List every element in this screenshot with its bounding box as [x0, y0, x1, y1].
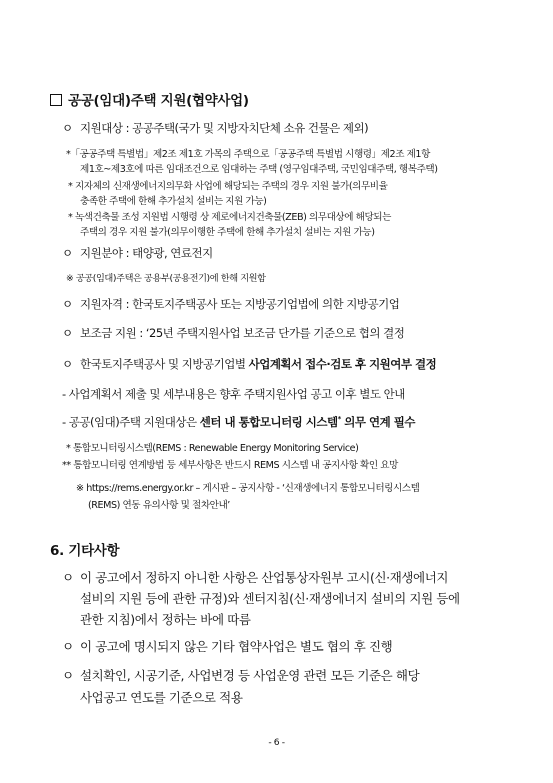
- bullet-icon: ㅇ: [62, 570, 74, 585]
- note-line: 주택의 경우 지원 불가(의무이행한 주택에 한해 추가설치 설비는 지원 가능): [80, 227, 375, 238]
- subsidy: ㅇ 보조금 지원 : ‘25년 주택지원사업 보조금 단가를 기준으로 협의 결정: [62, 326, 405, 340]
- etc-item: ㅇ 이 공고에 명시되지 않은 기타 협약사업은 별도 협의 후 진행: [62, 639, 393, 654]
- etc-item-cont: 설비의 지원 등에 관한 규정)와 센터지침(신·재생에너지 설비의 지원 등에: [80, 591, 460, 606]
- bullet-icon: ㅇ: [62, 297, 73, 311]
- section-6-title: 6. 기타사항: [50, 543, 120, 559]
- bullet-icon: ㅇ: [62, 668, 74, 683]
- rems-requirement: - 공공(임대)주택 지원대상은 센터 내 통합모니터링 시스템* 의무 연계 필수: [62, 415, 415, 429]
- section-title-text: 공공(임대)주택 지원(협약사업): [68, 93, 249, 109]
- note-line: *「공공주택 특별법」제2조 제1호 가목의 주택으로「공공주택 특별법 시행령」제2조 제1항: [66, 149, 430, 160]
- bullet-icon: ㅇ: [62, 357, 73, 371]
- note-line: 충족한 주택에 한해 추가설치 설비는 지원 가능): [80, 196, 267, 207]
- etc-item: ㅇ 이 공고에서 정하지 아니한 사항은 산업통상자원부 고시(신·재생에너지: [62, 570, 449, 585]
- etc-item: ㅇ 설치확인, 시공기준, 사업변경 등 사업운영 관련 모든 기준은 해당: [62, 668, 420, 683]
- bullet-icon: ㅇ: [62, 121, 73, 135]
- rems-note: * 통합모니터링시스템(REMS : Renewable Energy Monitoring Service): [66, 443, 359, 454]
- plan-detail: - 사업계획서 제출 및 세부내용은 향후 주택지원사업 공고 이후 별도 안내: [62, 387, 405, 401]
- note-line: 제1호~제3호에 따른 임대조건으로 임대하는 주택 (영구임대주택, 국민임대주택, 행복주택): [80, 164, 438, 175]
- rems-link-note: ※ https://rems.energy.or.kr – 게시판 – 공지사항 - ‘신재생에너지 통합모니터링시스템: [76, 483, 420, 494]
- note-line: * 녹색건축물 조성 지원법 시행령 상 제로에너지건축물(ZEB) 의무대상에 해당되는: [68, 212, 391, 223]
- bullet-icon: ㅇ: [62, 246, 73, 260]
- page-number: - 6 -: [268, 737, 285, 748]
- rems-link-note: (REMS) 연동 유의사항 및 절차안내’: [88, 500, 230, 511]
- etc-item-cont: 관한 지침)에서 정하는 바에 따름: [80, 612, 251, 627]
- field-note: ※ 공공(임대)주택은 공용부(공용전기)에 한해 지원함: [66, 273, 266, 284]
- bullet-icon: ㅇ: [62, 326, 73, 340]
- qualification: ㅇ 지원자격 : 한국토지주택공사 또는 지방공기업법에 의한 지방공기업: [62, 297, 400, 311]
- note-line: * 지자체의 신재생에너지의무화 사업에 해당되는 주택의 경우 지원 불가(의무비율: [68, 181, 388, 192]
- etc-item-cont: 사업공고 연도를 기준으로 적용: [80, 690, 243, 705]
- checkbox-square-icon: [50, 94, 62, 106]
- support-target: ㅇ 지원대상 : 공공주택(국가 및 지방자치단체 소유 건물은 제외): [62, 121, 369, 135]
- bullet-icon: ㅇ: [62, 639, 74, 654]
- support-field: ㅇ 지원분야 : 태양광, 연료전지: [62, 246, 213, 260]
- rems-note: ** 통합모니터링 연계방법 등 세부사항은 반드시 REMS 시스템 내 공지사항 확인 요망: [62, 460, 398, 471]
- business-plan: ㅇ 한국토지주택공사 및 지방공기업별 사업계획서 접수·검토 후 지원여부 결정: [62, 357, 437, 371]
- section-title: [50, 89, 249, 109]
